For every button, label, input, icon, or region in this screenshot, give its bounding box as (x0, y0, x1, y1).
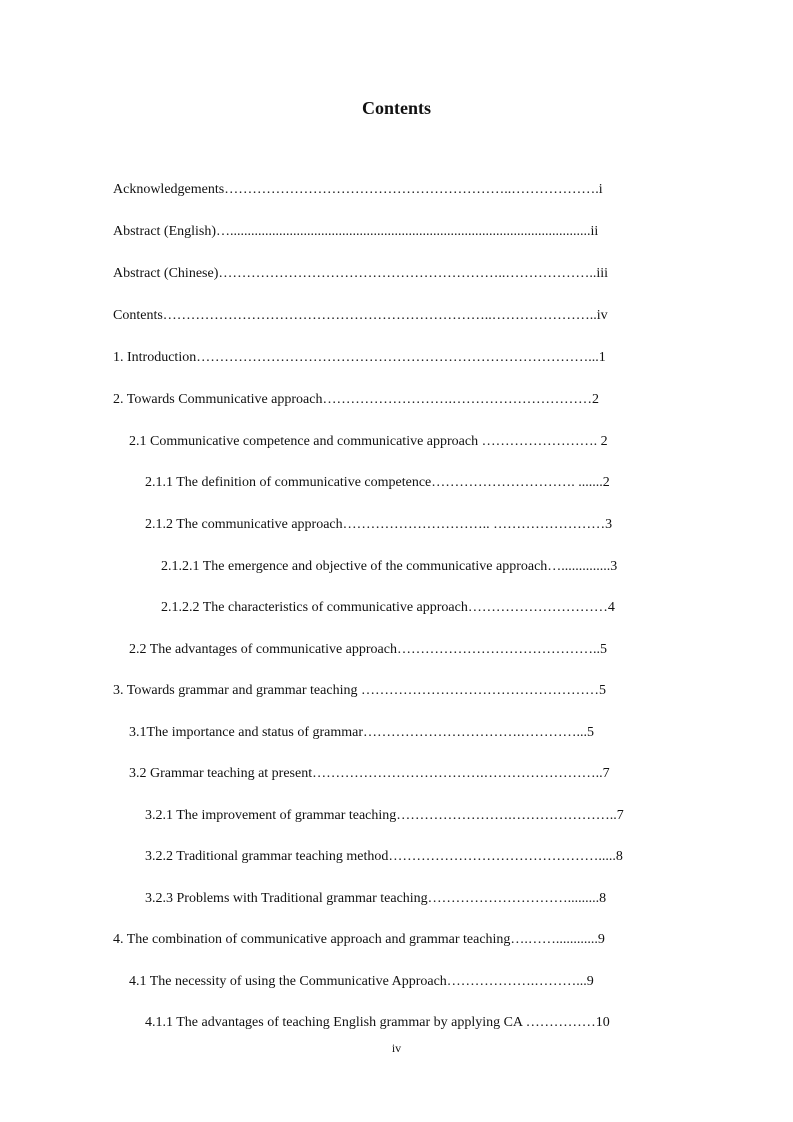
toc-entry-section-4-1[interactable]: 4.1 The necessity of using the Communicative Approach……………….………...9 (129, 974, 594, 989)
toc-entry-section-2[interactable]: 2. Towards Communicative approach……………………….…………………………2 (113, 392, 599, 407)
toc-entry-section-2-2[interactable]: 2.2 The advantages of communicative approach……………………………………..5 (129, 642, 607, 657)
toc-entry-section-2-1[interactable]: 2.1 Communicative competence and communicative approach ……………………. 2 (129, 434, 608, 449)
toc-entry-section-3-2-2[interactable]: 3.2.2 Traditional grammar teaching method……………………………………….....8 (145, 849, 623, 864)
page-number: iv (391, 1041, 402, 1055)
toc-entry-section-2-1-1[interactable]: 2.1.1 The definition of communicative competence…………………………. .......2 (145, 475, 610, 490)
toc-entry-section-2-1-2[interactable]: 2.1.2 The communicative approach………………………….. ……………………3 (145, 517, 613, 532)
page-title: Contents (361, 98, 431, 118)
toc-entry-section-3-2[interactable]: 3.2 Grammar teaching at present……………………………….……………………..7 (129, 766, 610, 781)
toc-entry-introduction[interactable]: 1. Introduction…………………………………………………………………………...1 (113, 350, 606, 365)
toc-entry-acknowledgements[interactable]: Acknowledgements……………………………………………………..……………….i (113, 182, 603, 197)
toc-entry-section-3-2-1[interactable]: 3.2.1 The improvement of grammar teaching…………………….…………………..7 (145, 808, 624, 823)
toc-entry-section-2-1-2-1[interactable]: 2.1.2.1 The emergence and objective of the communicative approach…..............3 (161, 559, 618, 574)
toc-entry-section-2-1-2-2[interactable]: 2.1.2.2 The characteristics of communicative approach…………………………4 (161, 600, 615, 615)
toc-entry-section-3-2-3[interactable]: 3.2.3 Problems with Traditional grammar teaching………………………….........8 (145, 891, 607, 906)
toc-entry-section-4[interactable]: 4. The combination of communicative approach and grammar teaching….……............9 (113, 932, 605, 947)
toc-entry-abstract-chinese[interactable]: Abstract (Chinese)……………………………………………………..………………..iii (113, 266, 609, 281)
toc-entry-section-3-1[interactable]: 3.1The importance and status of grammar…………………………….…………...5 (129, 725, 595, 740)
toc-entry-section-4-1-1[interactable]: 4.1.1 The advantages of teaching English grammar by applying CA ……………10 (145, 1015, 610, 1030)
toc-entry-contents[interactable]: Contents……………………………………………………………..…………………..iv (113, 308, 608, 323)
toc-entry-section-3[interactable]: 3. Towards grammar and grammar teaching ……………………………………………5 (113, 683, 606, 698)
toc-entry-abstract-english[interactable]: Abstract (English)….......................................................................................................ii (113, 224, 599, 239)
